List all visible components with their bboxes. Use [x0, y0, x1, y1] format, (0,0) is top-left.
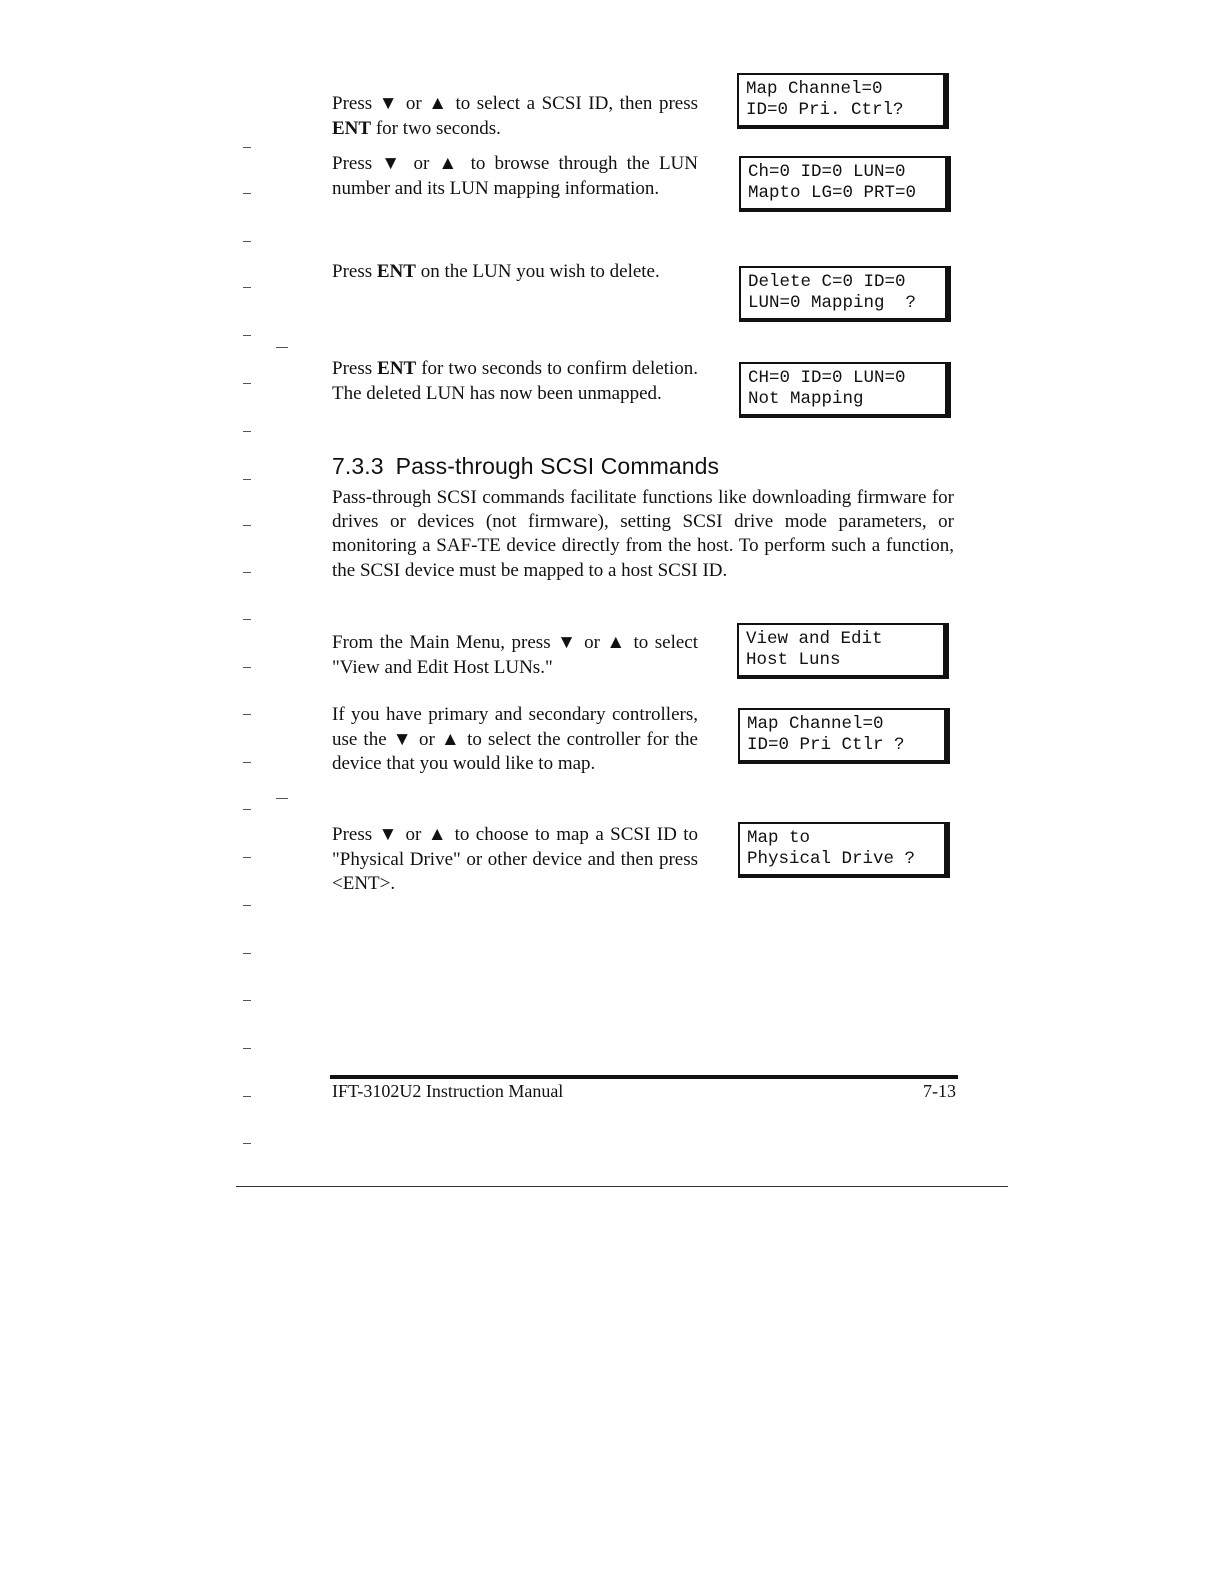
lcd-map-channel: [737, 73, 949, 129]
margin-mark: [243, 809, 251, 810]
margin-mark: [243, 241, 251, 242]
section-number: 7.3.3: [332, 453, 384, 479]
margin-mark: [243, 335, 251, 336]
section-title: Pass-through SCSI Commands: [395, 453, 720, 479]
margin-mark: [243, 1143, 251, 1144]
step-select-scsi-id: Press ▼ or ▲ to select a SCSI ID, then press ENT for two seconds.: [332, 93, 698, 139]
margin-mark: [243, 383, 251, 384]
lcd-view-edit-host-luns: [737, 623, 949, 679]
lcd-map-channel-ctlr: [738, 708, 950, 764]
lcd-line: ID=0 Pri Ctlr ?: [747, 735, 905, 755]
lcd-line: Map to: [747, 828, 811, 848]
margin-mark: [243, 287, 251, 288]
footer-manual-title: IFT-3102U2 Instruction Manual: [332, 1081, 564, 1101]
lcd-map-to-physical-drive: [738, 822, 950, 878]
margin-mark: [243, 619, 251, 620]
lcd-line: Ch=0 ID=0 LUN=0: [748, 162, 906, 182]
lcd-delete-mapping: [739, 266, 951, 322]
lcd-line: Host Luns: [746, 650, 841, 670]
lcd-line: LUN=0 Mapping ?: [748, 293, 917, 313]
margin-mark: [243, 147, 251, 148]
margin-mark: [243, 1000, 251, 1001]
lcd-line: ID=0 Pri. Ctrl?: [746, 100, 904, 120]
lcd-line: Map Channel=0: [746, 79, 883, 99]
margin-mark: [276, 347, 288, 348]
footer-page-number: 7-13: [923, 1081, 956, 1101]
lcd-line: View and Edit: [746, 629, 883, 649]
margin-mark: [243, 905, 251, 906]
margin-mark: [243, 1096, 251, 1097]
lcd-line: Not Mapping: [748, 389, 864, 409]
margin-mark: [243, 857, 251, 858]
step-map-physical-drive: Press ▼ or ▲ to choose to map a SCSI ID to "Physical Drive" or other device and then press <ENT>.: [332, 824, 698, 894]
lcd-lun-mapping: [739, 156, 951, 212]
margin-mark: [243, 479, 251, 480]
margin-mark: [243, 525, 251, 526]
step-confirm-deletion: Press ENT for two seconds to confirm deletion. The deleted LUN has now been unmapped.: [332, 358, 698, 404]
margin-mark: [243, 953, 251, 954]
margin-mark: [243, 1048, 251, 1049]
lcd-line: Mapto LG=0 PRT=0: [748, 183, 917, 203]
margin-mark: [243, 431, 251, 432]
margin-mark: [276, 798, 288, 799]
margin-mark: [243, 193, 251, 194]
footer-rule: [330, 1075, 958, 1079]
lcd-not-mapping: [739, 362, 951, 418]
step-main-menu: From the Main Menu, press ▼ or ▲ to select "View and Edit Host LUNs.": [332, 632, 698, 678]
step-select-controller: If you have primary and secondary controllers, use the ▼ or ▲ to select the controller for the device that you would like to map.: [332, 704, 698, 774]
margin-mark: [243, 667, 251, 668]
lcd-line: Physical Drive ?: [747, 849, 916, 869]
section-body: Pass-through SCSI commands facilitate functions like downloading firmware for drives or devices (not firmware), setting SCSI drive mode parameters, or monitoring a SAF-TE device directly from the host. To perform such a function, the SCSI device must be mapped to a host SCSI ID.: [332, 487, 954, 581]
lcd-line: CH=0 ID=0 LUN=0: [748, 368, 906, 388]
margin-mark: [243, 762, 251, 763]
margin-mark: [243, 714, 251, 715]
lcd-line: Map Channel=0: [747, 714, 884, 734]
step-browse-lun: Press ▼ or ▲ to browse through the LUN number and its LUN mapping information.: [332, 153, 698, 199]
scan-edge-line: [236, 1186, 1008, 1187]
margin-mark: [243, 572, 251, 573]
step-press-ent-delete: Press ENT on the LUN you wish to delete.: [332, 261, 660, 282]
lcd-line: Delete C=0 ID=0: [748, 272, 906, 292]
section-heading: [332, 453, 719, 480]
